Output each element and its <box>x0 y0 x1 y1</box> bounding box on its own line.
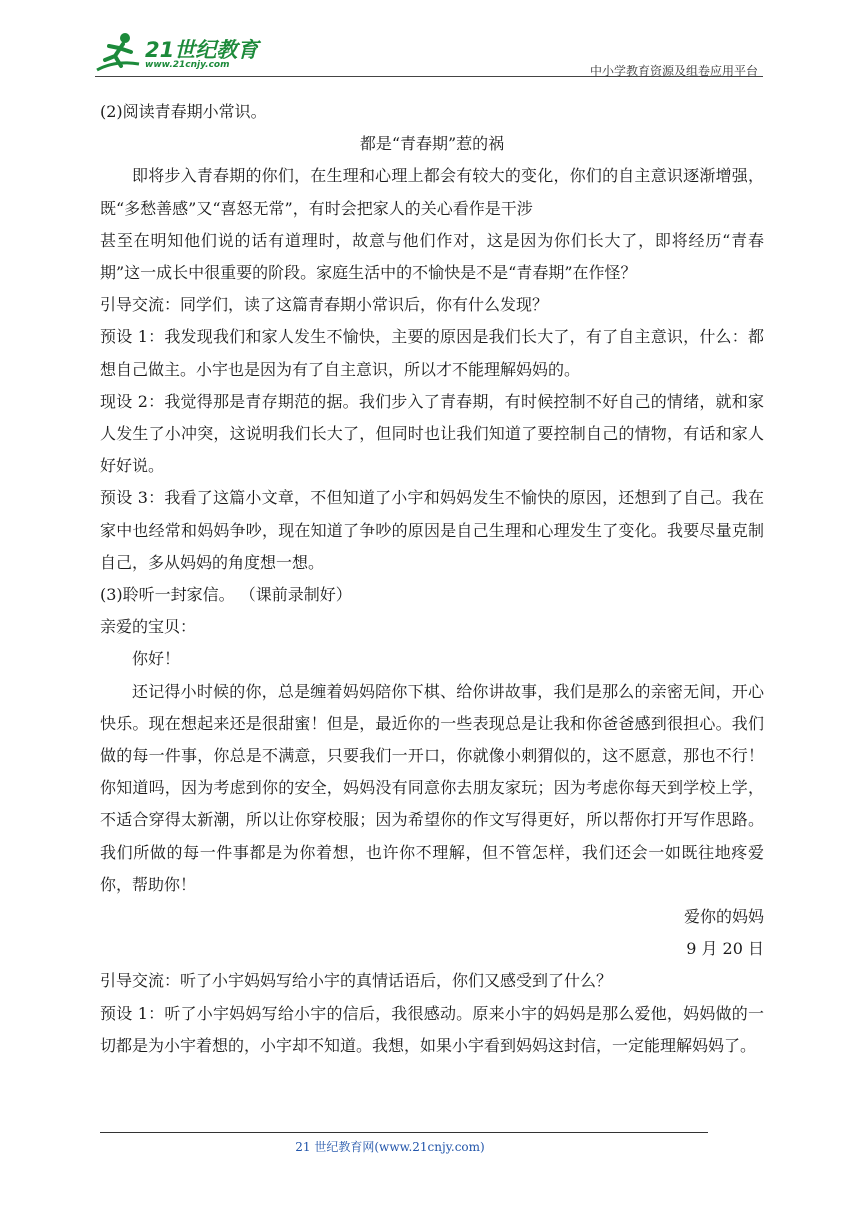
header-divider <box>95 76 763 77</box>
paragraph: 甚至在明知他们说的话有道理时，故意与他们作对，这是因为你们长大了，即将经历“青春期”这一成长中很重要的阶段。家庭生活中的不愉快是不是“青春期”在作怪？ <box>100 230 764 283</box>
letter-date: 9 月 20 日 <box>686 939 764 959</box>
paragraph: 即将步入青春期的你们，在生理和心理上都会有较大的变化，你们的自主意识逐渐增强，既“多愁善感”又“喜怒无常”，有时会把家人的关心看作是干涉 <box>100 166 764 218</box>
footer-divider <box>100 1132 708 1133</box>
paragraph: 预设 3：我看了这篇小文章，不但知道了小宇和妈妈发生不愉快的原因，还想到了自己。我在家中也经常和妈妈争吵，现在知道了争吵的原因是自己生理和心理发生了变化。我要尽量克制自己，多从妈妈的角度想一想。 <box>100 488 764 572</box>
platform-label: 中小学教育资源及组卷应用平台 <box>589 64 758 78</box>
section-heading: (3)聆听一封家信。 （课前录制好） <box>100 585 352 605</box>
paragraph: 引导交流：听了小宇妈妈写给小宇的真情话语后，你们又感受到了什么？ <box>100 971 613 991</box>
paragraph: 预设 1：听了小宇妈妈写给小宇的信后，我很感动。原来小宇的妈妈是那么爱他，妈妈做的一切都是为小宇着想的，小宇却不知道。我想，如果小宇看到妈妈这封信，一定能理解妈妈了。 <box>100 1003 764 1055</box>
letter-body: 还记得小时候的你，总是缠着妈妈陪你下棋、给你讲故事，我们是那么的亲密无间，开心快乐。现在想起来还是很甜蜜！但是，最近你的一些表现总是让我和你爸爸感到很担心。我们做的每一件事，你总是不满意，只要我们一开口，你就像小刺猬似的，这不愿意，那也不行！你知道吗，因为考虑到你的安全，妈妈没有同意你去朋友家玩；因为考虑你每天到学校上学，不适合穿得太新潮，所以让你穿校服；因为希望你的作文写得更好，所以帮你打开写作思路。我们所做的每一件事都是为你着想，也许你不理解，但不管怎样，我们还会一如既往地疼爱你，帮助你！ <box>100 681 764 894</box>
letter-signature: 爱你的妈妈 <box>683 907 764 927</box>
logo-text: 21世纪教育 <box>145 38 259 62</box>
article-title: 都是“青春期”惹的祸 <box>359 134 505 154</box>
paragraph: 预设 1：我发现我们和家人发生不愉快，主要的原因是我们长大了，有了自主意识，什么：都想自己做主。小宇也是因为有了自主意识，所以才不能理解妈妈的。 <box>100 327 764 379</box>
footer-text: 21 世纪教育网(www.21cnjy.com) <box>295 1140 485 1154</box>
paragraph: 引导交流：同学们，读了这篇青春期小常识后，你有什么发现？ <box>100 295 549 315</box>
paragraph: 现设 2：我觉得那是青存期范的据。我们步入了青春期，有时候控制不好自己的情绪，就和家人发生了小冲突，这说明我们长大了，但同时也让我们知道了要控制自己的情物，有话和家人好好说。 <box>100 391 764 476</box>
logo-url: www.21cnjy.com <box>145 60 230 70</box>
letter-salutation: 亲爱的宝贝： <box>100 617 197 637</box>
runner-logo-icon <box>95 30 143 74</box>
letter-greeting: 你好！ <box>132 649 181 669</box>
document-body <box>100 96 764 1062</box>
section-heading: (2)阅读青春期小常识。 <box>100 102 267 121</box>
logo <box>95 30 265 74</box>
page-header <box>95 26 763 78</box>
